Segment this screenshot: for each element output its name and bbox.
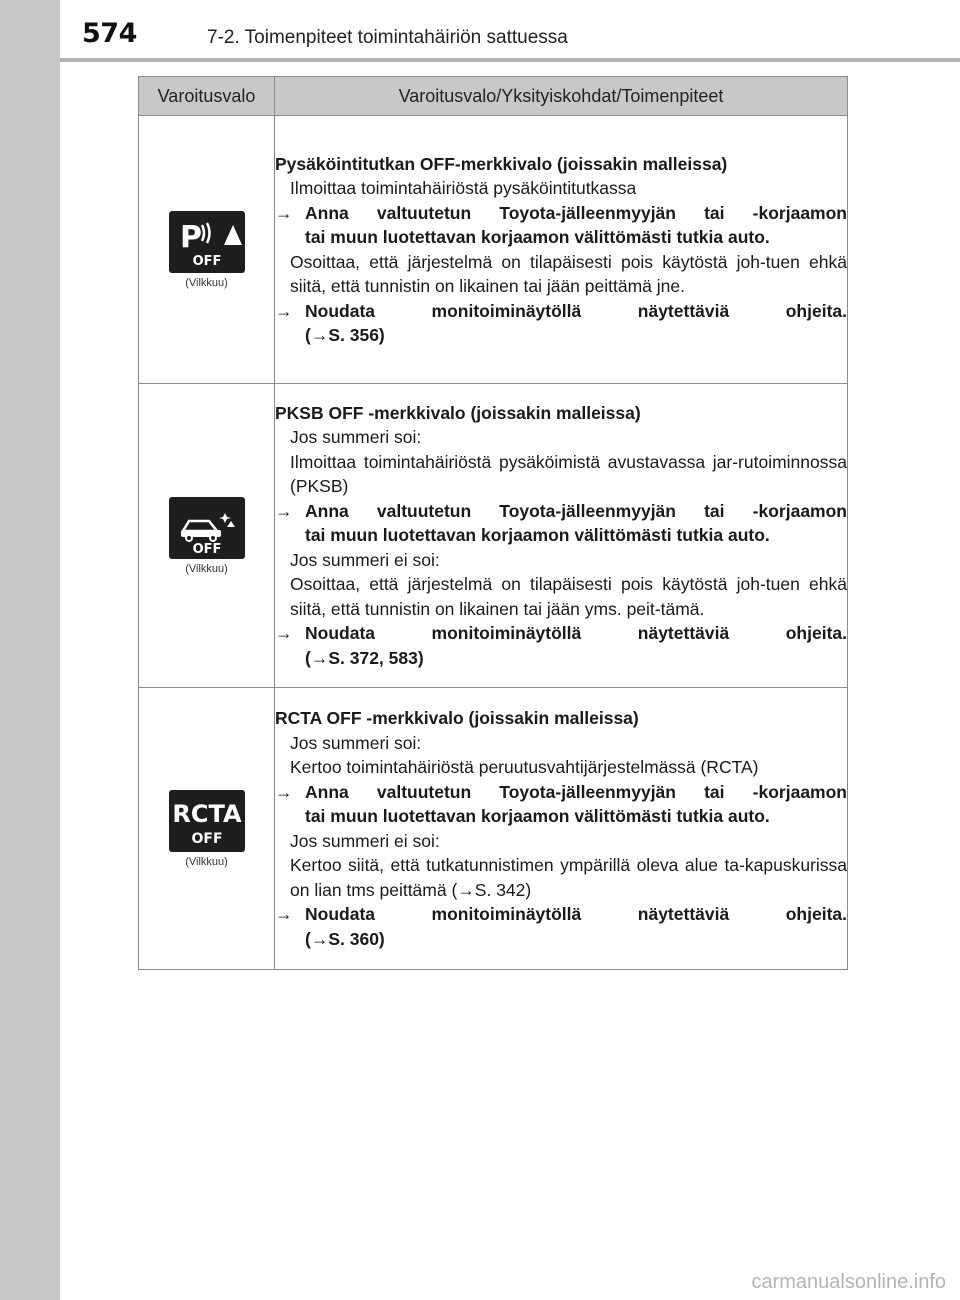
action-text: → Noudata monitoiminäytöllä näytettäviä ohjeita. (→S. 356) [275,299,847,348]
lamp-caption: (Vilkkuu) [185,562,228,575]
description-text: Ilmoittaa toimintahäiriöstä pysäköimistä avustavassa jar-rutoiminnossa (PKSB) [290,451,847,497]
section-title: 7-2. Toimenpiteet toimintahäiriön sattuessa [207,27,568,48]
arrow-icon: → [275,202,293,223]
icon-cell [139,384,275,688]
details-cell [275,116,848,384]
row-title: Pysäköintitutkan OFF-merkkivalo (joissakin malleissa) [275,153,728,174]
arrow-icon: → [275,500,293,521]
page-reference-link[interactable]: (→S. 360) [305,928,385,949]
arrow-icon: → [275,300,293,321]
lamp-caption: (Vilkkuu) [185,855,228,868]
pksb-off-icon [169,497,245,559]
row-title: RCTA OFF -merkkivalo (joissakin malleissa) [275,708,639,728]
watermark: carmanualsonline.info [751,1271,946,1293]
arrow-icon: → [275,781,293,802]
rcta-label: RCTA [171,799,242,828]
condition-text: Jos summeri ei soi: [290,549,440,570]
page-reference-link[interactable]: (→S. 372, 583) [305,647,424,668]
condition-text: Jos summeri ei soi: [290,830,440,851]
page-header [60,0,960,62]
icon-cell [139,116,275,384]
row-title: PKSB OFF -merkkivalo (joissakin malleissa) [275,402,641,423]
description-text: Osoittaa, että järjestelmä on tilapäisesti pois käytöstä joh-tuen ehkä siitä, että tunnistin on likainen tai jään yms. peit-tämä. [290,574,847,619]
table-row [139,116,848,384]
arrow-icon: → [275,623,293,644]
warning-light-table [138,76,848,970]
side-tab-strip [0,0,60,1300]
action-text: → Noudata monitoiminäytöllä näytettäviä ohjeita. (→S. 360) [275,902,847,951]
details-cell [275,688,848,970]
action-text: → Anna valtuutetun Toyota-jälleenmyyjän tai -korjaamon tai muun luotettavan korjaamon välittömästi tutkia auto. [275,500,847,546]
condition-text: Jos summeri soi: [290,732,422,753]
page-reference-link[interactable]: (→S. 356) [305,325,385,345]
icon-cell [139,688,275,970]
action-text: → Noudata monitoiminäytöllä näytettäviä ohjeita. (→S. 372, 583) [275,621,847,670]
condition-text: Jos summeri soi: [290,427,422,448]
description-text: Osoittaa, että järjestelmä on tilapäisesti pois käytöstä joh-tuen ehkä siitä, että tunnistin on likainen tai jään peittämä jne. [290,251,847,296]
off-label: OFF [192,541,221,557]
description-text: Kertoo siitä, että tutkatunnistimen ympärillä oleva alue ta-kapuskurissa on lian tms peittämä (→S. 342) [290,855,847,900]
off-label: OFF [190,830,223,847]
page-number: 574 [82,18,137,49]
table-row [139,384,848,688]
arrow-icon: → [275,904,293,924]
table-row [139,688,848,970]
table-header-row [139,77,848,116]
column-header-details: Varoitusvalo/Yksityiskohdat/Toimenpiteet [275,77,848,116]
action-text: → Anna valtuutetun Toyota-jälleenmyyjän tai -korjaamon tai muun luotettavan korjaamon välittömästi tutkia auto. [275,781,847,826]
parking-letter: P [179,219,202,255]
action-text: → Anna valtuutetun Toyota-jälleenmyyjän tai -korjaamon tai muun luotettavan korjaamon välittömästi tutkia auto. [275,202,847,247]
rcta-off-icon [169,790,245,852]
column-header-warning-light: Varoitusvalo [139,77,275,116]
details-cell [275,384,848,688]
description-text: Kertoo toimintahäiriöstä peruutusvahtijärjestelmässä (RCTA) [290,757,759,777]
lamp-caption: (Vilkkuu) [185,276,228,289]
parking-sensor-off-icon [169,211,245,273]
description-text: Ilmoittaa toimintahäiriöstä pysäköintitutkassa [290,178,637,198]
off-label: OFF [192,253,221,269]
